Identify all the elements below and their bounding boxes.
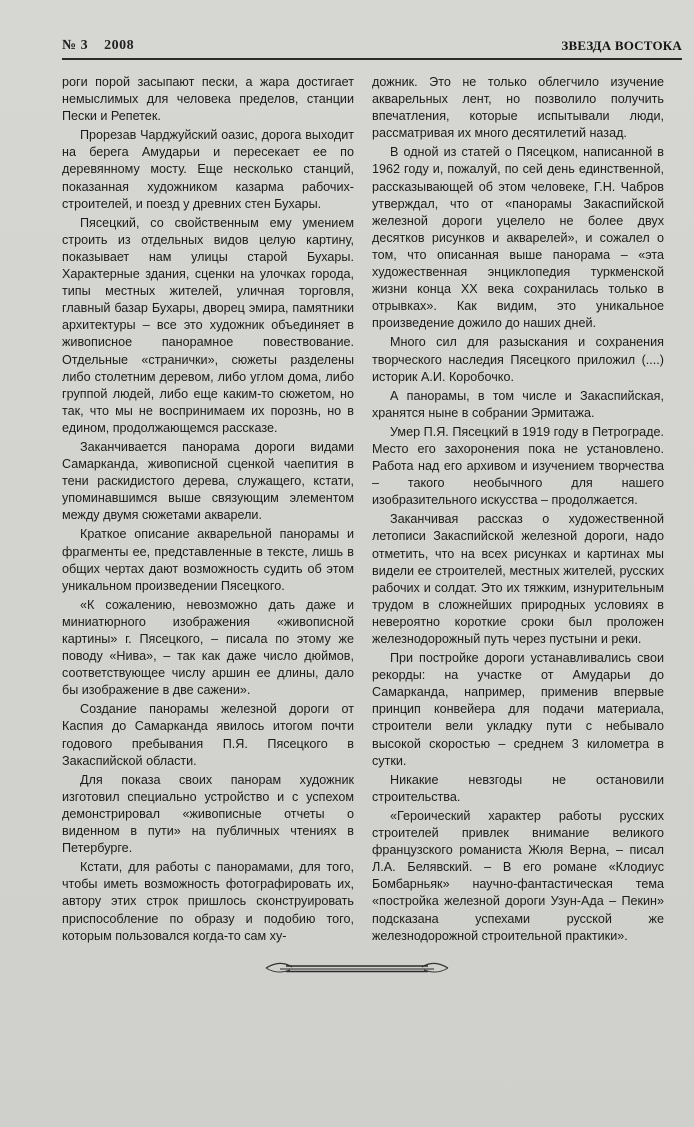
journal-title: ЗВЕЗДА ВОСТОКА: [561, 38, 682, 53]
paragraph: Заканчивается панорама дороги видами Самарканда, живописной сценкой чаепития в тени раскидистого дерева, служащего, кстати, упоминавшимся выше связующим элементом между двумя сюжетами акварели.: [62, 439, 354, 523]
paragraph: «К сожалению, невозможно дать даже и миниатюрного изображения «живописной картины» г. Пясецкого, – писала по этому же поводу «Нива», – так как даже число дюймов, соответствующее числу аршин ее длины, дало бы изображение в две сажени».: [62, 597, 354, 698]
paragraph: Создание панорамы железной дороги от Каспия до Самарканда явилось итогом почти годового пребывания П.Я. Пясецкого в Закаспийской области.: [62, 702, 354, 768]
left-column: [62, 74, 354, 947]
paragraph: дожник. Это не только облегчило изучение акварельных лент, но позволило получить впечатления, которые испытывали люди, рассматривая их много десятилетий назад.: [372, 75, 664, 141]
paragraph: Прорезав Чарджуйский оазис, дорога выходит на берега Амударьи и пересекает ее по деревянному мосту. Еще несколько станций, показанная художником казарма рабочих-строителей, и поезд у древних стен Бухары.: [62, 128, 354, 211]
page-header: [62, 38, 682, 56]
paragraph: Заканчивая рассказ о художественной летописи Закаспийской железной дороги, надо отметить, что на всех рисунках и картинах мы видели ее строителей, местных жителей, русских рабочих и солдат. Это их тяжким, изнурительным трудом в сложнейших природных условиях в невероятно короткие сроки был проложен железнодорожный путь через пустыни и реки.: [372, 512, 664, 646]
paragraph: Кстати, для работы с панорамами, для того, чтобы иметь возможность фотографировать их, автору этих строк пришлось сконструировать приспособление по образу и подобию того, которым пользовался когда-то сам ху-: [62, 860, 354, 943]
paragraph: Умер П.Я. Пясецкий в 1919 году в Петрограде. Место его захоронения пока не установлено. Работа над его архивом и изучением творчества – такого необычного для нашего изобразительного искусства – продолжается.: [372, 424, 664, 508]
paragraph: Пясецкий, со свойственным ему умением строить из отдельных видов целую картину, показывает нам улицы старой Бухары. Характерные здания, сценки на улочках города, типы местных жителей, уличная торговля, главный базар Бухары, дворец эмира, памятники архитектуры – все это художник объединяет в живописное панорамное повествование. Отдельные «странички», сюжеты разделены либо столетним деревом, либо углом дома, либо группой людей, либо еще каким-то сюжетом, но так, что мы не воспринимаем их порознь, но в едином, продолжающемся рассказе.: [62, 215, 354, 435]
right-column: [372, 74, 664, 947]
paragraph: «Героический характер работы русских строителей привлек внимание великого французского романиста Жюля Верна, – писал Л.А. Белявский. – В его романе «Клодиус Бомбарньяк» научно-фантастическая тема «постройка железной дороги Узун-Ада – Пекин» подсказана успехами русской же железнодорожной строительной практики».: [372, 808, 664, 943]
paragraph: Для показа своих панорам художник изготовил специально устройство и с успехом демонстрировал «живописные отчеты о виденном в пути» на публичных чтениях в Петербурге.: [62, 772, 354, 856]
ornament-divider-icon: [262, 958, 452, 978]
paragraph: При постройке дороги устанавливались свои рекорды: на участке от Амударьи до Самарканда, например, применив впервые принцип конвейера для подачи материала, строители вели укладку пути с небывало высокой скоростью – среднем 3 километра в сутки.: [372, 651, 664, 768]
paragraph: Много сил для разыскания и сохранения творческого наследия Пясецкого приложил (....) историк А.И. Коробочко.: [372, 335, 664, 384]
paragraph: Краткое описание акварельной панорамы и фрагменты ее, представленные в тексте, лишь в общих чертах дают возможность судить об этом уникальном произведении Пясецкого.: [62, 527, 354, 593]
paragraph: В одной из статей о Пясецком, написанной в 1962 году и, пожалуй, по сей день единственной, рассказывающей об этом человеке, Г.Н. Чабров утверждал, что от «панорамы Закаспийской железной дороги уцелело не более двух десятков рисунков и акварелей», и сожалел о том, что описанная выше панорама – «эта художественная энциклопедия туркменской жизни конца XX века сохранилась только в отрывках». Как видим, это уникальное произведение дожило до наших дней.: [372, 145, 664, 331]
paragraph: Никакие невзгоды не остановили строительства.: [372, 772, 664, 804]
paragraph: роги порой засыпают пески, а жара достигает немыслимых для человека пределов, станции Пески и Репетек.: [62, 75, 354, 124]
header-rule: [62, 58, 682, 60]
issue-number: № 3 2008: [62, 38, 135, 53]
paragraph: А панорамы, в том числе и Закаспийская, хранятся ныне в собрании Эрмитажа.: [372, 388, 664, 420]
